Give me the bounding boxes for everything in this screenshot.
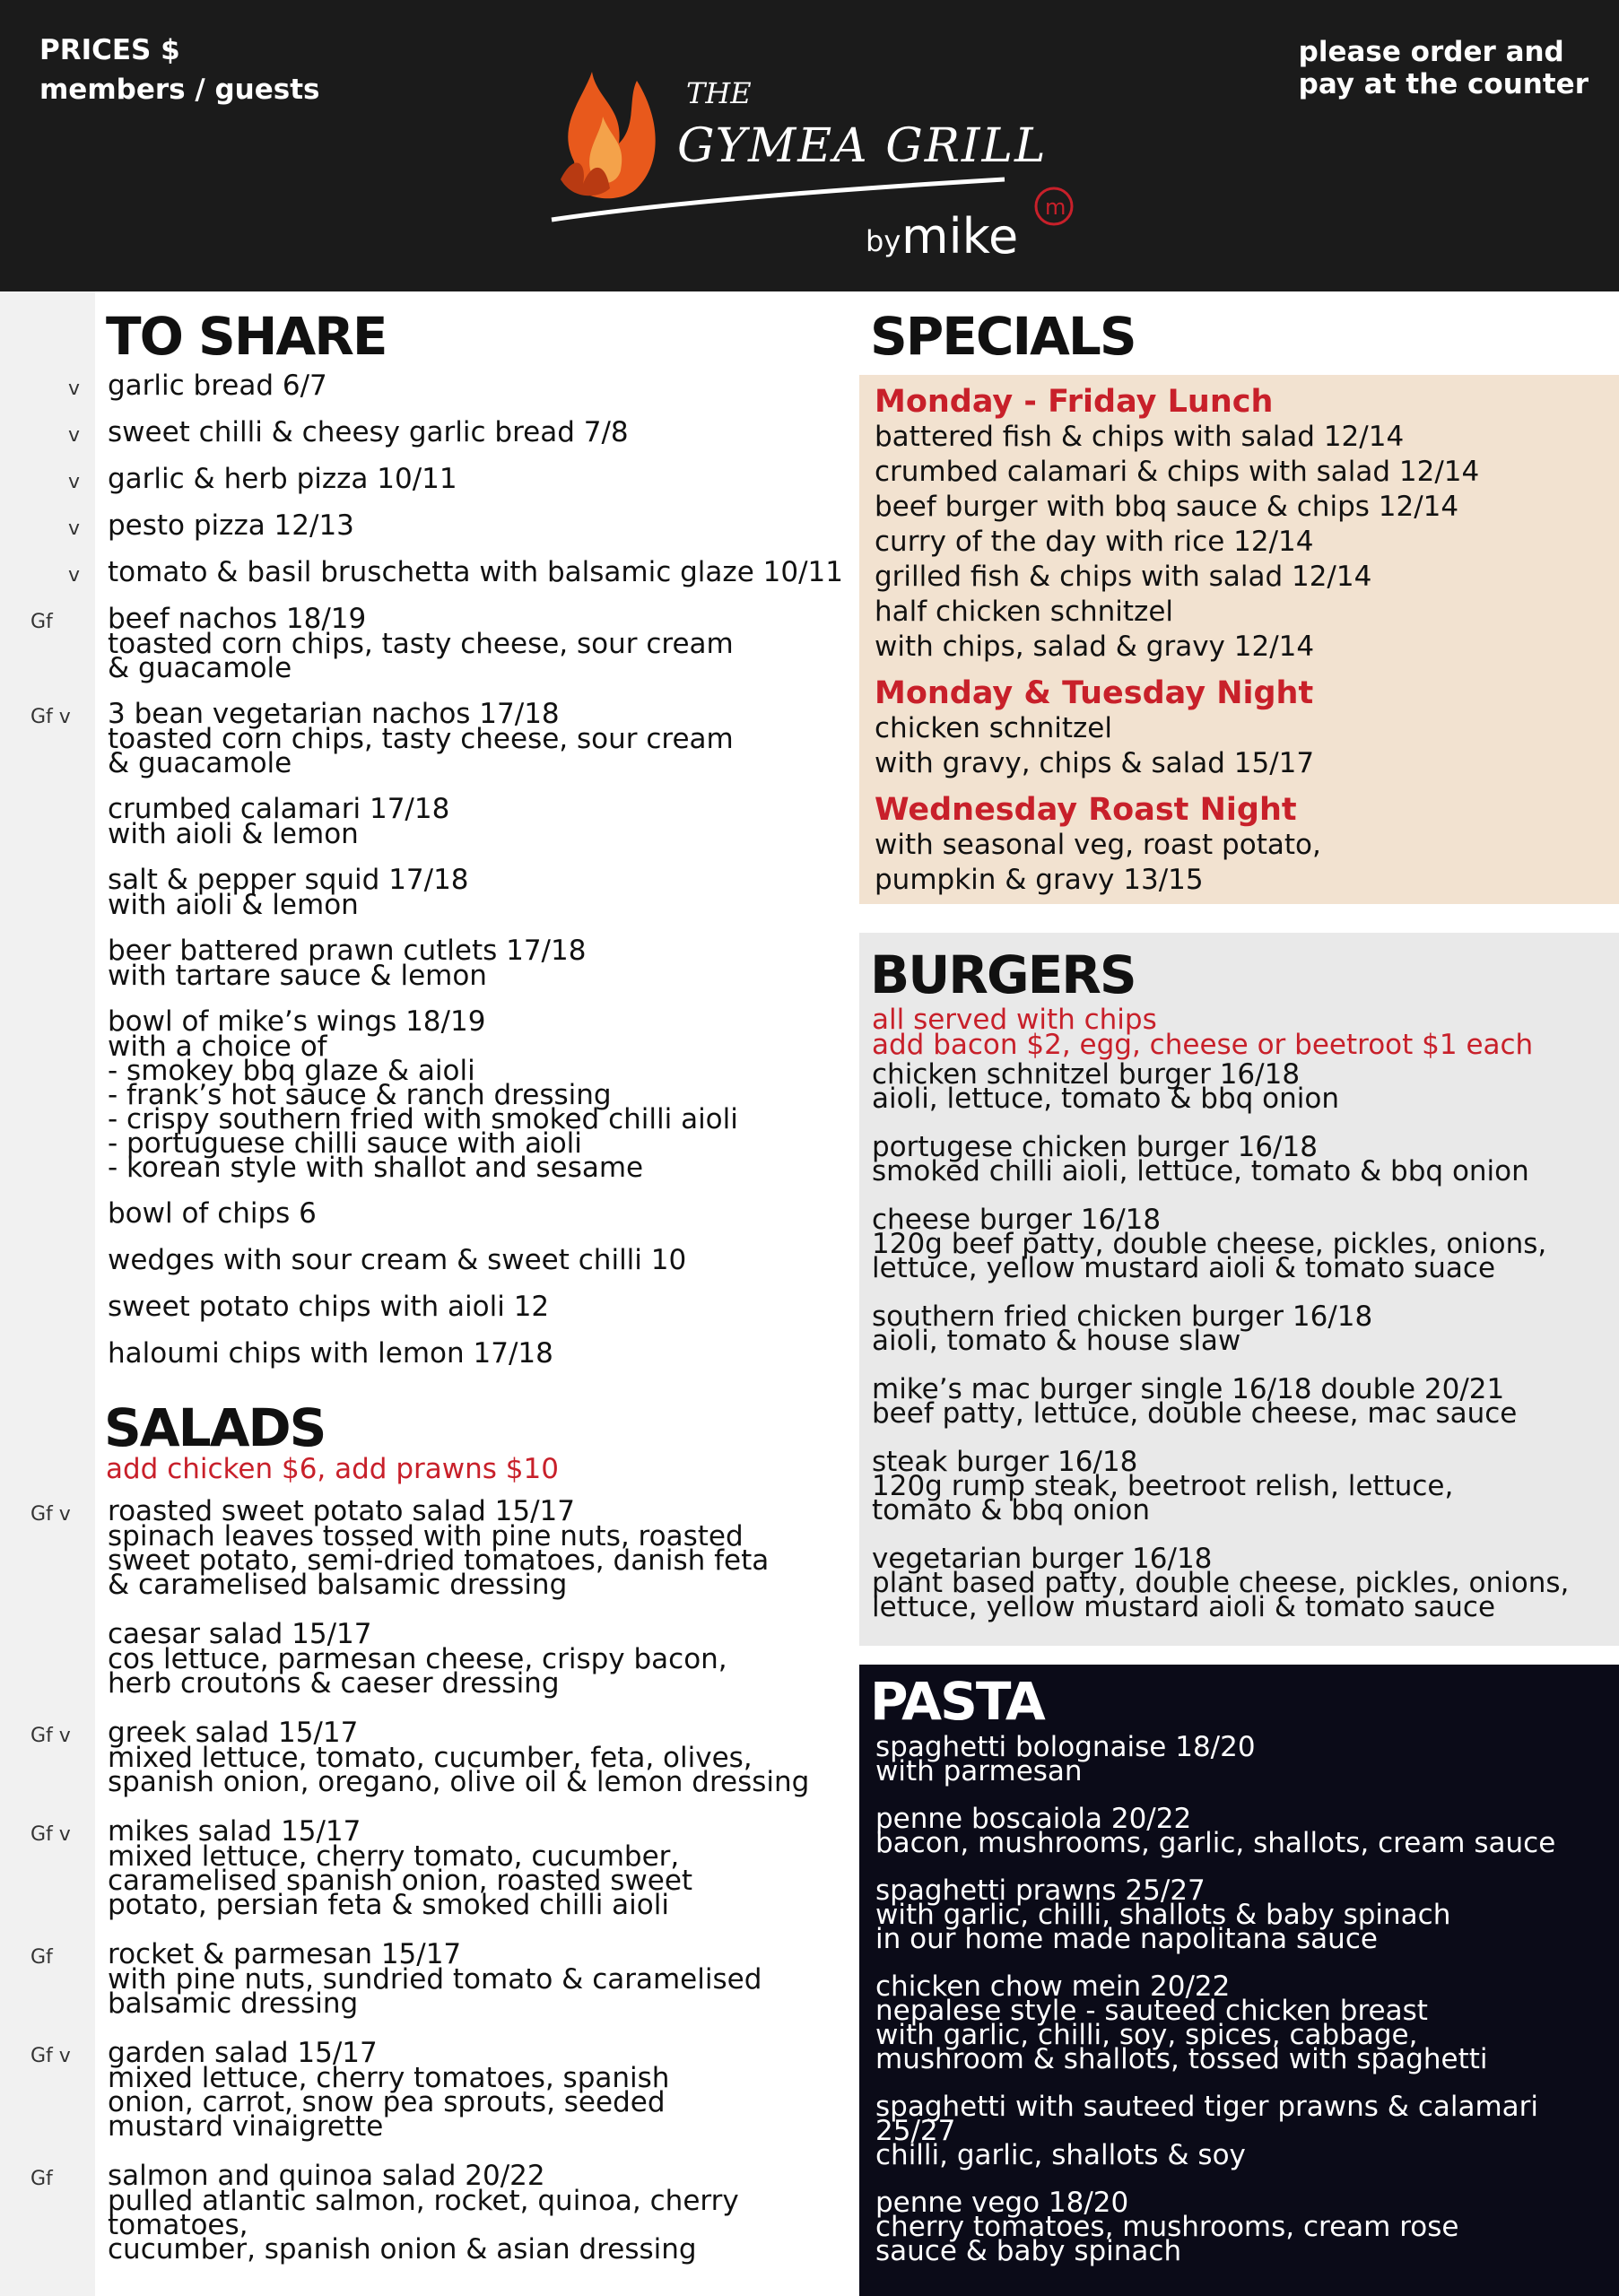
item-description: nepalese style - sauteed chicken breast with garlic, chilli, soy, spices, cabbage, mushroom & shallots, tossed with spaghetti (875, 1995, 1488, 2075)
logo-by: by (866, 224, 901, 258)
item-name: pesto pizza 12/13 (108, 509, 354, 542)
diet-tag: Gf (30, 611, 53, 633)
item-description: mixed lettuce, cherry tomatoes, spanish onion, carrot, snow pea sprouts, seeded mustard vinaigrette (108, 2062, 670, 2143)
item-name: tomato & basil bruschetta with balsamic glaze 10/11 (108, 556, 843, 588)
item-name: garlic & herb pizza 10/11 (108, 463, 457, 495)
item-description: aioli, lettuce, tomato & bbq onion (872, 1083, 1340, 1115)
menu-item (0, 556, 852, 588)
item-name: bowl of chips 6 (108, 1197, 317, 1230)
item-name: chicken schnitzel burger 16/18 (872, 1058, 1301, 1091)
item-name: spaghetti bolognaise 18/20 (875, 1731, 1256, 1763)
diet-tag: v (68, 424, 81, 447)
burgers-item (872, 1058, 1607, 1115)
item-description: with pine nuts, sundried tomato & caramelised balsamic dressing (108, 1963, 762, 2020)
item-name: wedges with sour cream & sweet chilli 10 (108, 1244, 687, 1276)
to-share-list (0, 370, 852, 1370)
item-description: with aioli & lemon (108, 889, 359, 921)
diet-tag: Gf (30, 1946, 53, 1969)
prices-label: PRICES $ (39, 34, 180, 66)
diet-tag: v (68, 517, 81, 540)
special-line: curry of the day with rice 12/14 (875, 526, 1314, 558)
menu-item (0, 1005, 852, 1184)
item-description: toasted corn chips, tasty cheese, sour cream & guacamole (108, 723, 734, 779)
item-name: vegetarian burger 16/18 (872, 1543, 1213, 1575)
diet-tag: v (68, 378, 81, 400)
item-name: southern fried chicken burger 16/18 (872, 1300, 1373, 1333)
item-name: bowl of mike’s wings 18/19 (108, 1005, 486, 1038)
item-description: bacon, mushrooms, garlic, shallots, cream sauce (875, 1827, 1556, 1859)
specials-list (875, 384, 1610, 909)
gymea-grill-logo (538, 27, 1112, 278)
item-name: cheese burger 16/18 (872, 1204, 1162, 1236)
item-name: spaghetti with sauteed tiger prawns & calamari 25/27 (875, 2091, 1539, 2147)
pasta-item (875, 1803, 1611, 1859)
special-line: beef burger with bbq sauce & chips 12/14 (875, 491, 1459, 523)
item-name: penne boscaiola 20/22 (875, 1803, 1192, 1835)
logo-name: GYMEA GRILL (677, 119, 1048, 173)
item-name: garlic bread 6/7 (108, 370, 327, 402)
item-description: with tartare sauce & lemon (108, 960, 487, 992)
menu-item (0, 2037, 852, 2143)
diet-tag: Gf v (30, 2045, 71, 2067)
item-name: salmon and quinoa salad 20/22 (108, 2160, 545, 2192)
diet-tag: Gf v (30, 1823, 71, 1846)
menu-item (0, 1938, 852, 2020)
item-description: spinach leaves tossed with pine nuts, roasted sweet potato, semi-dried tomatoes, danish feta & caramelised balsamic dressing (108, 1520, 770, 1601)
special-group (875, 792, 1610, 898)
item-description: with a choice of - smokey bbq glaze & aioli - frank’s hot sauce & ranch dressing - crispy southern fried with smoked chilli aioli - portuguese chilli sauce with aioli - korean style with shallot and sesame (108, 1031, 738, 1184)
item-description: 120g rump steak, beetroot relish, lettuce, tomato & bbq onion (872, 1470, 1454, 1526)
item-name: caesar salad 15/17 (108, 1618, 372, 1650)
pasta-item (875, 1970, 1611, 2075)
diet-tag: v (68, 564, 81, 587)
order-note (1299, 36, 1589, 100)
item-name: roasted sweet potato salad 15/17 (108, 1495, 575, 1527)
item-name: beef nachos 18/19 (108, 603, 367, 635)
burgers-item (872, 1446, 1607, 1526)
members-label: members / guests (39, 74, 320, 106)
pasta-item (875, 1874, 1611, 1955)
special-heading: Wednesday Roast Night (875, 792, 1297, 828)
pasta-item (875, 2187, 1611, 2267)
item-description: with aioli & lemon (108, 818, 359, 850)
menu-item (0, 416, 852, 448)
item-description: smoked chilli aioli, lettuce, tomato & bbq onion (872, 1155, 1529, 1187)
item-name: rocket & parmesan 15/17 (108, 1938, 462, 1970)
diet-tag: Gf v (30, 706, 71, 728)
item-description: chilli, garlic, shallots & soy (875, 2139, 1246, 2171)
item-name: greek salad 15/17 (108, 1717, 359, 1749)
menu-item (0, 1244, 852, 1276)
flame-icon (561, 72, 656, 198)
left-column (0, 291, 852, 2285)
prices-legend (39, 30, 320, 109)
item-name: sweet potato chips with aioli 12 (108, 1291, 550, 1323)
item-name: mike’s mac burger single 16/18 double 20/21 (872, 1373, 1505, 1405)
special-heading: Monday - Friday Lunch (875, 384, 1274, 420)
item-description: cos lettuce, parmesan cheese, crispy bacon, herb croutons & caeser dressing (108, 1643, 727, 1700)
item-description: toasted corn chips, tasty cheese, sour cream & guacamole (108, 628, 734, 684)
burgers-item (872, 1373, 1607, 1430)
menu-item (0, 1618, 852, 1700)
menu-item (0, 463, 852, 495)
menu-item (0, 864, 852, 921)
specials-title: SPECIALS (870, 306, 1136, 367)
burgers-item (872, 1300, 1607, 1357)
special-line: half chicken schnitzel (875, 596, 1174, 628)
item-name: salt & pepper squid 17/18 (108, 864, 469, 896)
menu-item (0, 1815, 852, 1921)
item-name: 3 bean vegetarian nachos 17/18 (108, 698, 560, 730)
item-description: plant based patty, double cheese, pickles, onions, lettuce, yellow mustard aioli & tomato sauce (872, 1567, 1570, 1623)
burgers-item (872, 1204, 1607, 1284)
order-note-line-1: please order and (1298, 36, 1564, 68)
item-description: pulled atlantic salmon, rocket, quinoa, cherry tomatoes, cucumber, spanish onion & asian dressing (108, 2185, 739, 2266)
special-line: chicken schnitzel (875, 712, 1112, 744)
salads-list (0, 1495, 852, 2266)
special-line: with chips, salad & gravy 12/14 (875, 631, 1315, 663)
item-name: chicken chow mein 20/22 (875, 1970, 1231, 2003)
diet-tag: Gf v (30, 1503, 71, 1526)
menu-item (0, 1337, 852, 1370)
item-name: beer battered prawn cutlets 17/18 (108, 935, 587, 967)
burgers-item (872, 1543, 1607, 1623)
special-line: crumbed calamari & chips with salad 12/14 (875, 456, 1480, 488)
burgers-notes (872, 1004, 1607, 1061)
diet-tag: Gf v (30, 1725, 71, 1747)
burgers-item (872, 1131, 1607, 1187)
burgers-note-1: all served with chips (872, 1004, 1157, 1036)
special-line: grilled fish & chips with salad 12/14 (875, 561, 1372, 593)
salads-note: add chicken $6, add prawns $10 (106, 1453, 559, 1485)
item-name: penne vego 18/20 (875, 2187, 1129, 2219)
item-name: crumbed calamari 17/18 (108, 793, 450, 825)
menu-item (0, 1495, 852, 1601)
item-description: 120g beef patty, double cheese, pickles, onions, lettuce, yellow mustard aioli & tomato suace (872, 1228, 1547, 1284)
item-name: sweet chilli & cheesy garlic bread 7/8 (108, 416, 629, 448)
menu-item (0, 603, 852, 684)
menu-item (0, 1291, 852, 1323)
menu-item (0, 370, 852, 402)
special-line: with gravy, chips & salad 15/17 (875, 747, 1315, 779)
diet-tag: Gf (30, 2168, 53, 2190)
special-heading: Monday & Tuesday Night (875, 675, 1314, 711)
menu-item (0, 1197, 852, 1230)
item-description: mixed lettuce, cherry tomato, cucumber, caramelised spanish onion, roasted sweet potato, persian feta & smoked chilli aioli (108, 1840, 693, 1921)
item-description: mixed lettuce, tomato, cucumber, feta, olives, spanish onion, oregano, olive oil & lemon dressing (108, 1742, 810, 1798)
item-description: cherry tomatoes, mushrooms, cream rose sauce & baby spinach (875, 2211, 1459, 2267)
item-name: garden salad 15/17 (108, 2037, 378, 2069)
logo-mike: mike (901, 208, 1019, 265)
pasta-list (875, 1731, 1611, 2287)
burgers-title: BURGERS (870, 944, 1136, 1005)
item-name: steak burger 16/18 (872, 1446, 1138, 1478)
salads-title: SALADS (104, 1397, 326, 1458)
menu-item (0, 2160, 852, 2266)
item-name: spaghetti prawns 25/27 (875, 1874, 1206, 1907)
diet-tag: v (68, 471, 81, 493)
header (0, 0, 1619, 291)
burgers-note-2: add bacon $2, egg, cheese or beetroot $1 each (872, 1029, 1534, 1061)
pasta-item (875, 1731, 1611, 1787)
pasta-title: PASTA (870, 1671, 1044, 1732)
salads-section (0, 1397, 852, 2266)
special-line: battered fish & chips with salad 12/14 (875, 421, 1405, 453)
menu-item (0, 509, 852, 542)
item-description: with garlic, chilli, shallots & baby spinach in our home made napolitana sauce (875, 1899, 1451, 1955)
menu-item (0, 793, 852, 850)
to-share-title: TO SHARE (106, 306, 387, 367)
item-name: portugese chicken burger 16/18 (872, 1131, 1318, 1163)
special-group (875, 675, 1610, 781)
menu-item (0, 1717, 852, 1798)
item-name: mikes salad 15/17 (108, 1815, 361, 1848)
item-description: with parmesan (875, 1755, 1083, 1787)
special-line: pumpkin & gravy 13/15 (875, 864, 1204, 896)
item-name: haloumi chips with lemon 17/18 (108, 1337, 553, 1370)
logo-the: THE (686, 76, 752, 110)
special-line: with seasonal veg, roast potato, (875, 829, 1321, 861)
logo-badge: m (1045, 195, 1066, 220)
item-description: beef patty, lettuce, double cheese, mac sauce (872, 1397, 1518, 1430)
pasta-item (875, 2091, 1611, 2171)
item-description: aioli, tomato & house slaw (872, 1325, 1241, 1357)
menu-item (0, 935, 852, 992)
menu-item (0, 698, 852, 779)
to-share-section (0, 291, 852, 1370)
order-note-line-2: pay at the counter (1298, 68, 1589, 100)
burgers-list (872, 1058, 1607, 1644)
special-group (875, 384, 1610, 665)
